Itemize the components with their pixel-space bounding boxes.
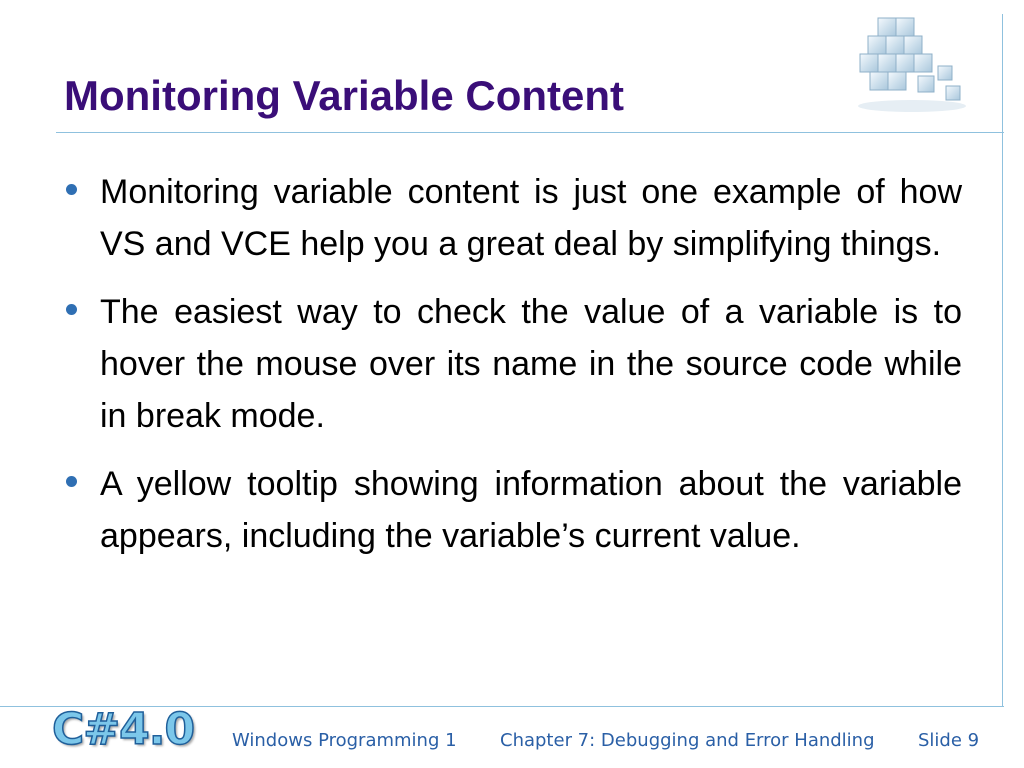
bullet-text: The easiest way to check the value of a variable is to hover the mouse over its name in the source code while in break mode. xyxy=(100,293,962,435)
bullet-text: Monitoring variable content is just one example of how VS and VCE help you a great deal by simplifying things. xyxy=(100,173,962,263)
slide-title: Monitoring Variable Content xyxy=(64,72,625,119)
bullet-dot-icon xyxy=(66,184,77,195)
bullet-text: A yellow tooltip showing information about the variable appears, including the variable’s current value. xyxy=(100,465,962,555)
footer-course: Windows Programming 1 xyxy=(232,730,457,751)
list-item xyxy=(60,458,962,562)
cube-stack-icon xyxy=(848,10,972,114)
list-item xyxy=(60,166,962,270)
bullet-list xyxy=(60,166,962,578)
title-divider xyxy=(56,132,1004,133)
right-border-line xyxy=(1002,14,1003,706)
slide-number: Slide 9 xyxy=(918,730,980,751)
csharp-logo: C#4.0 xyxy=(52,704,195,755)
list-item xyxy=(60,286,962,442)
footer-chapter: Chapter 7: Debugging and Error Handling xyxy=(500,730,875,751)
bullet-dot-icon xyxy=(66,304,77,315)
bullet-dot-icon xyxy=(66,476,77,487)
